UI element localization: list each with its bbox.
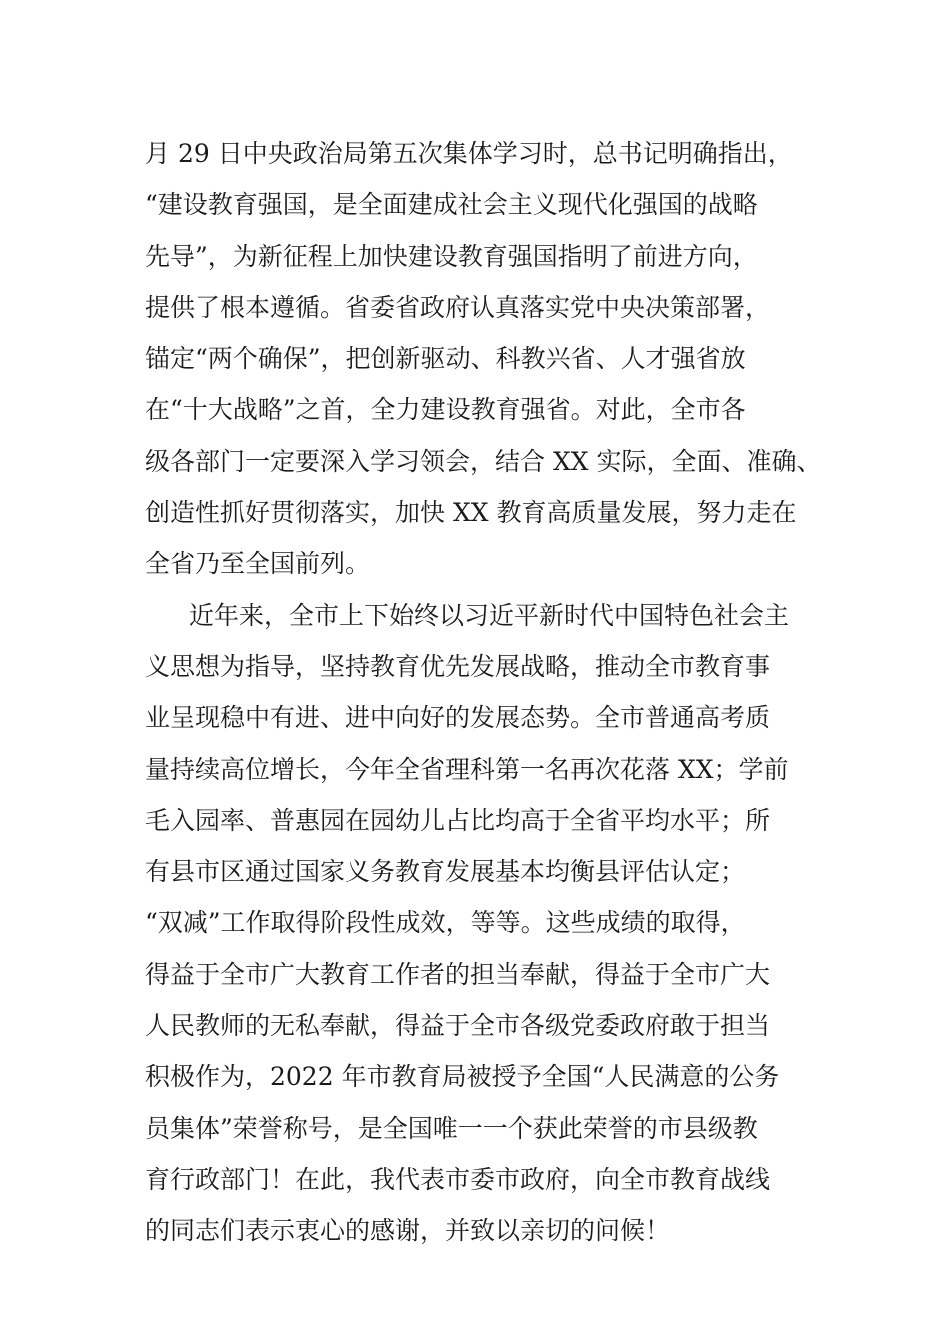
text-line: 义思想为指导，坚持教育优先发展战略，推动全市教育事 (145, 651, 771, 681)
text-line: 近年来，全市上下始终以习近平新时代中国特色社会主 (189, 600, 790, 630)
text-line: 积极作为，2022 年市教育局被授予全国“人民满意的公务 (145, 1062, 780, 1092)
text-line: 业呈现稳中有进、进中向好的发展态势。全市普通高考质 (145, 703, 771, 733)
text-line: 的同志们表示衷心的感谢，并致以亲切的问候！ (145, 1216, 671, 1246)
text-line: 得益于全市广大教育工作者的担当奉献，得益于全市广大 (145, 959, 771, 989)
text-line: 级各部门一定要深入学习领会，结合 XX 实际，全面、准确、 (145, 446, 822, 476)
document-body (145, 128, 845, 1257)
paragraph-2 (145, 590, 845, 1257)
text-line: 人民教师的无私奉献，得益于全市各级党委政府敢于担当 (145, 1011, 771, 1041)
text-line: 量持续高位增长，今年全省理科第一名再次花落 XX；学前 (145, 754, 789, 784)
text-line: 先导”，为新征程上加快建设教育强国指明了前进方向， (145, 241, 758, 271)
text-line: 员集体”荣誉称号，是全国唯一一个获此荣誉的市县级教 (145, 1113, 758, 1143)
paragraph-1 (145, 128, 845, 590)
text-line: 创造性抓好贯彻落实，加快 XX 教育高质量发展，努力走在 (145, 498, 797, 528)
text-line: 育行政部门！在此，我代表市委市政府，向全市教育战线 (145, 1164, 771, 1194)
text-line: 全省乃至全国前列。 (145, 549, 371, 579)
text-line: “双减”工作取得阶段性成效，等等。这些成绩的取得， (145, 908, 746, 938)
text-line: 提供了根本遵循。省委省政府认真落实党中央决策部署， (145, 292, 771, 322)
text-line: 月 29 日中央政治局第五次集体学习时，总书记明确指出， (145, 139, 793, 168)
text-line: 锚定“两个确保”，把创新驱动、科教兴省、人才强省放 (145, 344, 746, 374)
text-line: 毛入园率、普惠园在园幼儿占比均高于全省平均水平；所 (145, 805, 771, 835)
text-line: 在“十大战略”之首，全力建设教育强省。对此，全市各 (145, 395, 746, 425)
text-line: 有县市区通过国家义务教育发展基本均衡县评估认定； (145, 857, 746, 887)
text-line: “建设教育强国，是全面建成社会主义现代化强国的战略 (145, 190, 758, 220)
